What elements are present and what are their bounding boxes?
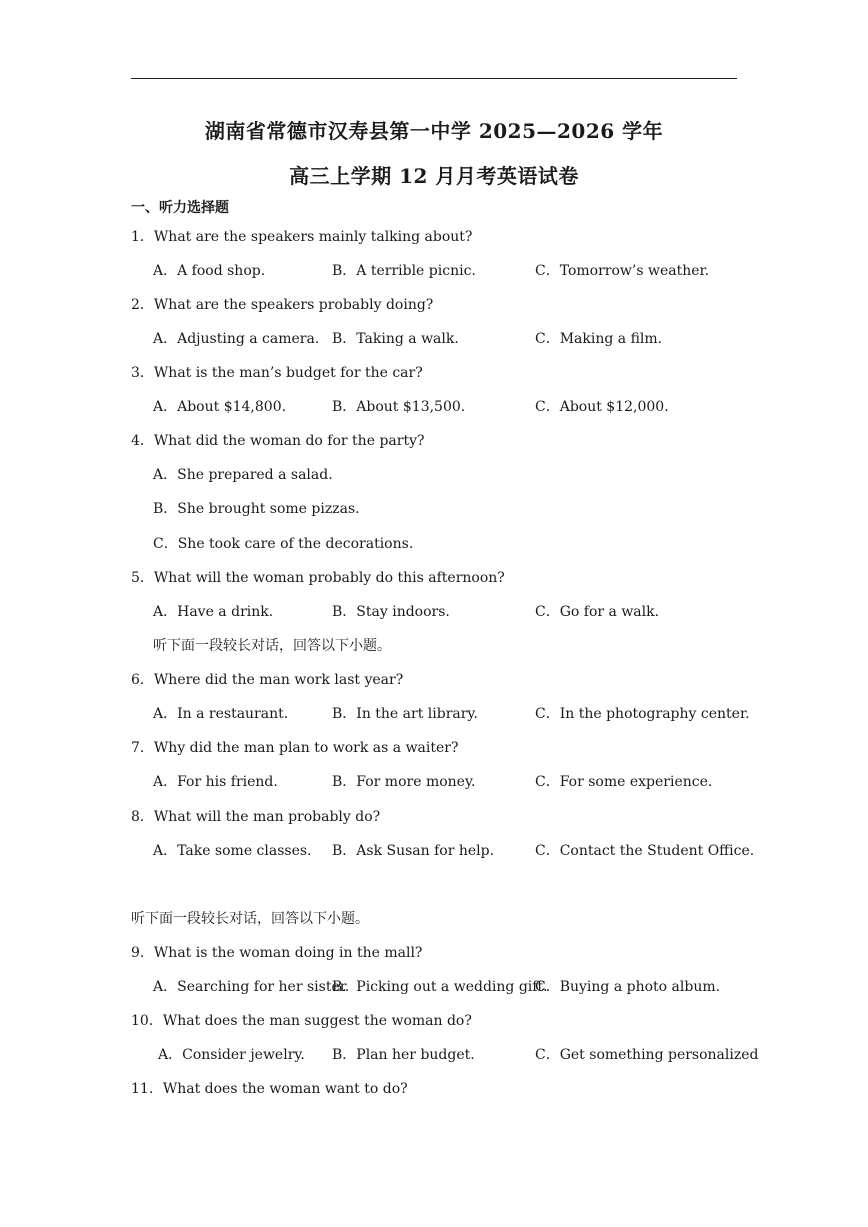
question-stem: 4．What did the woman do for the party? xyxy=(131,433,425,449)
section-heading: 一、听力选择题 xyxy=(131,200,229,216)
option-c: C．In the photography center. xyxy=(535,706,750,722)
option-c: C．Go for a walk. xyxy=(535,604,660,620)
option-b: B．A terrible picnic. xyxy=(332,263,476,279)
option-a: A．Consider jewelry. xyxy=(158,1047,305,1063)
question-stem: 6．Where did the man work last year? xyxy=(131,672,404,688)
option-a: A．Searching for her sister. xyxy=(153,979,350,995)
option-c: C．Get something personalized xyxy=(535,1047,759,1063)
option-c: C．Making a film. xyxy=(535,331,663,347)
question-stem: 8．What will the man probably do? xyxy=(131,809,381,825)
option-c: C．About $12,000. xyxy=(535,399,669,415)
question-stem: 1．What are the speakers mainly talking about? xyxy=(131,229,473,245)
option-b: B．She brought some pizzas. xyxy=(153,501,360,517)
option-a: A．For his friend. xyxy=(153,774,278,790)
question-stem: 3．What is the man’s budget for the car? xyxy=(131,365,423,381)
option-b: B．Stay indoors. xyxy=(332,604,450,620)
question-stem: 5．What will the woman probably do this afternoon? xyxy=(131,570,505,586)
question-stem: 10．What does the man suggest the woman do? xyxy=(131,1013,472,1029)
option-a: A．Adjusting a camera. xyxy=(153,331,320,347)
question-stem: 7．Why did the man plan to work as a waiter? xyxy=(131,740,459,756)
option-a: A．She prepared a salad. xyxy=(153,467,333,483)
question-stem: 11．What does the woman want to do? xyxy=(131,1081,408,1097)
option-c: C．Contact the Student Office. xyxy=(535,843,755,859)
option-b: B．Taking a walk. xyxy=(332,331,459,347)
question-stem: 2．What are the speakers probably doing? xyxy=(131,297,434,313)
header-rule xyxy=(131,78,737,79)
option-b: B．Ask Susan for help. xyxy=(332,843,495,859)
exam-title-line1: 湖南省常德市汉寿县第一中学 2025—2026 学年 xyxy=(204,119,664,143)
option-b: B．In the art library. xyxy=(332,706,478,722)
option-b: B．About $13,500. xyxy=(332,399,466,415)
option-a: A．About $14,800. xyxy=(153,399,287,415)
option-a: A．Have a drink. xyxy=(153,604,274,620)
option-c: C．She took care of the decorations. xyxy=(153,536,414,552)
long-dialog-instruction: 听下面一段较长对话，回答以下小题。 xyxy=(131,911,369,927)
option-a: A．Take some classes. xyxy=(153,843,312,859)
option-b: B．Picking out a wedding gift. xyxy=(332,979,548,995)
question-stem: 9．What is the woman doing in the mall? xyxy=(131,945,423,961)
option-c: C．Buying a photo album. xyxy=(535,979,721,995)
option-a: A．In a restaurant. xyxy=(153,706,289,722)
option-a: A．A food shop. xyxy=(153,263,266,279)
long-dialog-instruction: 听下面一段较长对话，回答以下小题。 xyxy=(153,638,391,654)
option-c: C．For some experience. xyxy=(535,774,713,790)
exam-title-line2: 高三上学期 12 月月考英语试卷 xyxy=(289,164,579,188)
option-b: B．Plan her budget. xyxy=(332,1047,475,1063)
option-c: C．Tomorrow’s weather. xyxy=(535,263,710,279)
option-b: B．For more money. xyxy=(332,774,476,790)
